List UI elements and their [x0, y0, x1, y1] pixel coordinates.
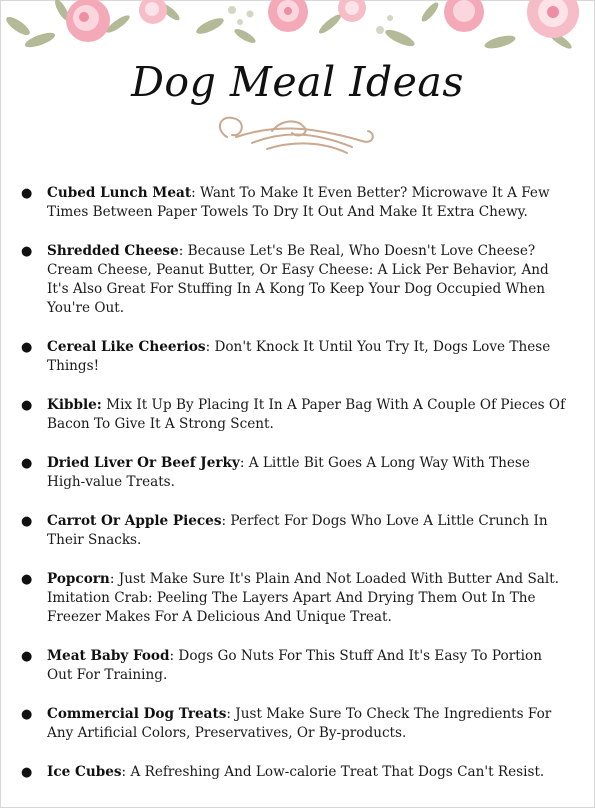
item-separator: :	[178, 243, 184, 259]
item-description: A Refreshing And Low-calorie Treat That Dogs Can't Resist.	[126, 764, 545, 780]
item-separator: :	[221, 513, 227, 529]
item-separator: :	[205, 339, 211, 355]
item-description: Don't Knock It Until You Try It, Dogs Love These Things!	[47, 339, 551, 374]
list-item	[0, 763, 595, 782]
item-term: Cereal Like Cheerios	[47, 339, 206, 355]
bullet-icon: ●	[21, 186, 33, 201]
item-separator: :	[239, 455, 245, 471]
item-separator: :	[226, 706, 231, 722]
item-description: Perfect For Dogs Who Love A Little Crunch In Their Snacks.	[47, 513, 548, 548]
bullet-icon: ●	[21, 572, 33, 587]
item-separator: :	[121, 764, 127, 780]
item-description: Mix It Up By Placing It In A Paper Bag With A Couple Of Pieces Of Bacon To Give It A Strong Scent.	[47, 397, 566, 432]
item-term: Popcorn	[47, 571, 110, 587]
bullet-icon: ●	[21, 707, 33, 722]
item-description: Want To Make It Even Better? Microwave It A Few Times Between Paper Towels To Dry It Out And Make It Extra Chewy.	[47, 185, 550, 220]
bullet-icon: ●	[21, 765, 33, 780]
floral-header-decoration	[0, 0, 595, 60]
item-description: Dogs Go Nuts For This Stuff And It's Easy To Portion Out For Training.	[47, 648, 542, 683]
meal-ideas-list	[0, 184, 595, 802]
item-term: Kibble:	[47, 397, 102, 413]
item-term: Dried Liver Or Beef Jerky	[47, 455, 240, 471]
list-item	[0, 184, 595, 222]
item-description: Just Make Sure It's Plain And Not Loaded With Butter And Salt. Imitation Crab: Peeling The Layers Apart And Drying Them Out In The Freezer Makes For A Delicious And Unique Treat.	[47, 571, 559, 625]
page-title: Dog Meal Ideas	[131, 58, 464, 106]
item-description: Just Make Sure To Check The Ingredients For Any Artificial Colors, Preservatives, Or By-products.	[47, 706, 552, 741]
list-item	[0, 242, 595, 318]
item-separator: :	[109, 571, 115, 587]
item-term: Carrot Or Apple Pieces	[47, 513, 222, 529]
list-item	[0, 647, 595, 685]
bullet-icon: ●	[21, 398, 33, 413]
list-item	[0, 454, 595, 492]
list-item	[0, 512, 595, 550]
item-term: Shredded Cheese	[47, 243, 179, 259]
list-item	[0, 705, 595, 743]
list-item	[0, 338, 595, 376]
item-term: Meat Baby Food	[47, 648, 170, 664]
item-term: Cubed Lunch Meat	[47, 185, 192, 201]
bullet-icon: ●	[21, 340, 33, 355]
bullet-icon: ●	[21, 244, 33, 259]
flourish-divider	[212, 107, 382, 159]
item-separator: :	[191, 185, 196, 201]
list-item	[0, 570, 595, 627]
item-term: Commercial Dog Treats	[47, 706, 227, 722]
item-description: A Little Bit Goes A Long Way With These High-value Treats.	[47, 455, 530, 490]
item-separator: :	[169, 648, 175, 664]
list-item	[0, 396, 595, 434]
item-description: Because Let's Be Real, Who Doesn't Love Cheese? Cream Cheese, Peanut Butter, Or Easy Cheese: A Lick Per Behavior, And It's Also Great For Stuffing In A Kong To Keep Your Dog Occupied When You're Out.	[47, 243, 549, 316]
bullet-icon: ●	[21, 514, 33, 529]
bullet-icon: ●	[21, 649, 33, 664]
item-term: Ice Cubes	[47, 764, 122, 780]
bullet-icon: ●	[21, 456, 33, 471]
